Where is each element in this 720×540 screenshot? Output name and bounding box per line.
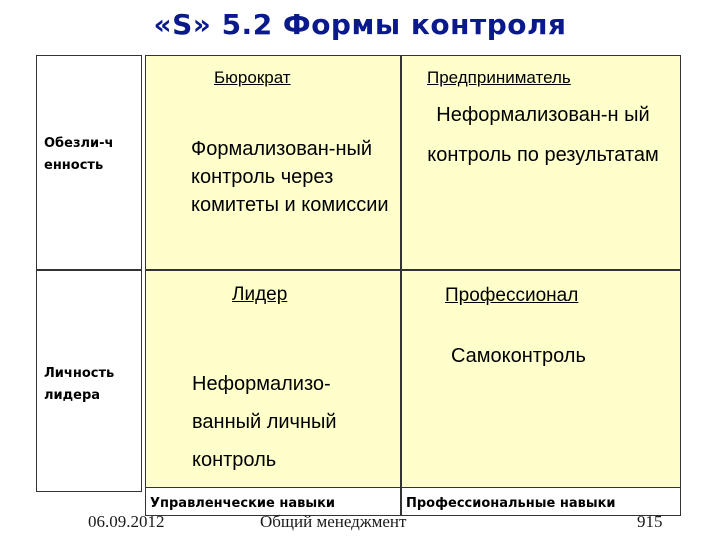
entrepreneur-text: Неформализован-н ый контроль по результатам	[427, 104, 659, 166]
professional-heading: Профессионал	[445, 285, 579, 306]
leader-heading: Лидер	[232, 284, 288, 305]
column-label-right: Профессиональные навыки	[406, 496, 616, 511]
leader-text: Неформализо-ванный личный контроль	[192, 373, 337, 471]
footer-date: 06.09.2012	[88, 512, 165, 531]
professional-text: Самоконтроль	[451, 345, 586, 367]
bureaucrat-text: Формализован-ный контроль через комитеты и комиссии	[191, 138, 389, 216]
row-label-top: Обезли-ч енность	[44, 136, 114, 173]
footer-page: 915	[637, 512, 663, 531]
row-label-bottom: Личность лидера	[44, 366, 115, 403]
entrepreneur-heading: Предприниматель	[427, 68, 571, 87]
slide-title: «S» 5.2 Формы контроля	[153, 8, 567, 41]
column-label-left: Управленческие навыки	[150, 496, 336, 511]
footer-course: Общий менеджмент	[260, 512, 407, 531]
bureaucrat-heading: Бюрократ	[214, 68, 291, 87]
